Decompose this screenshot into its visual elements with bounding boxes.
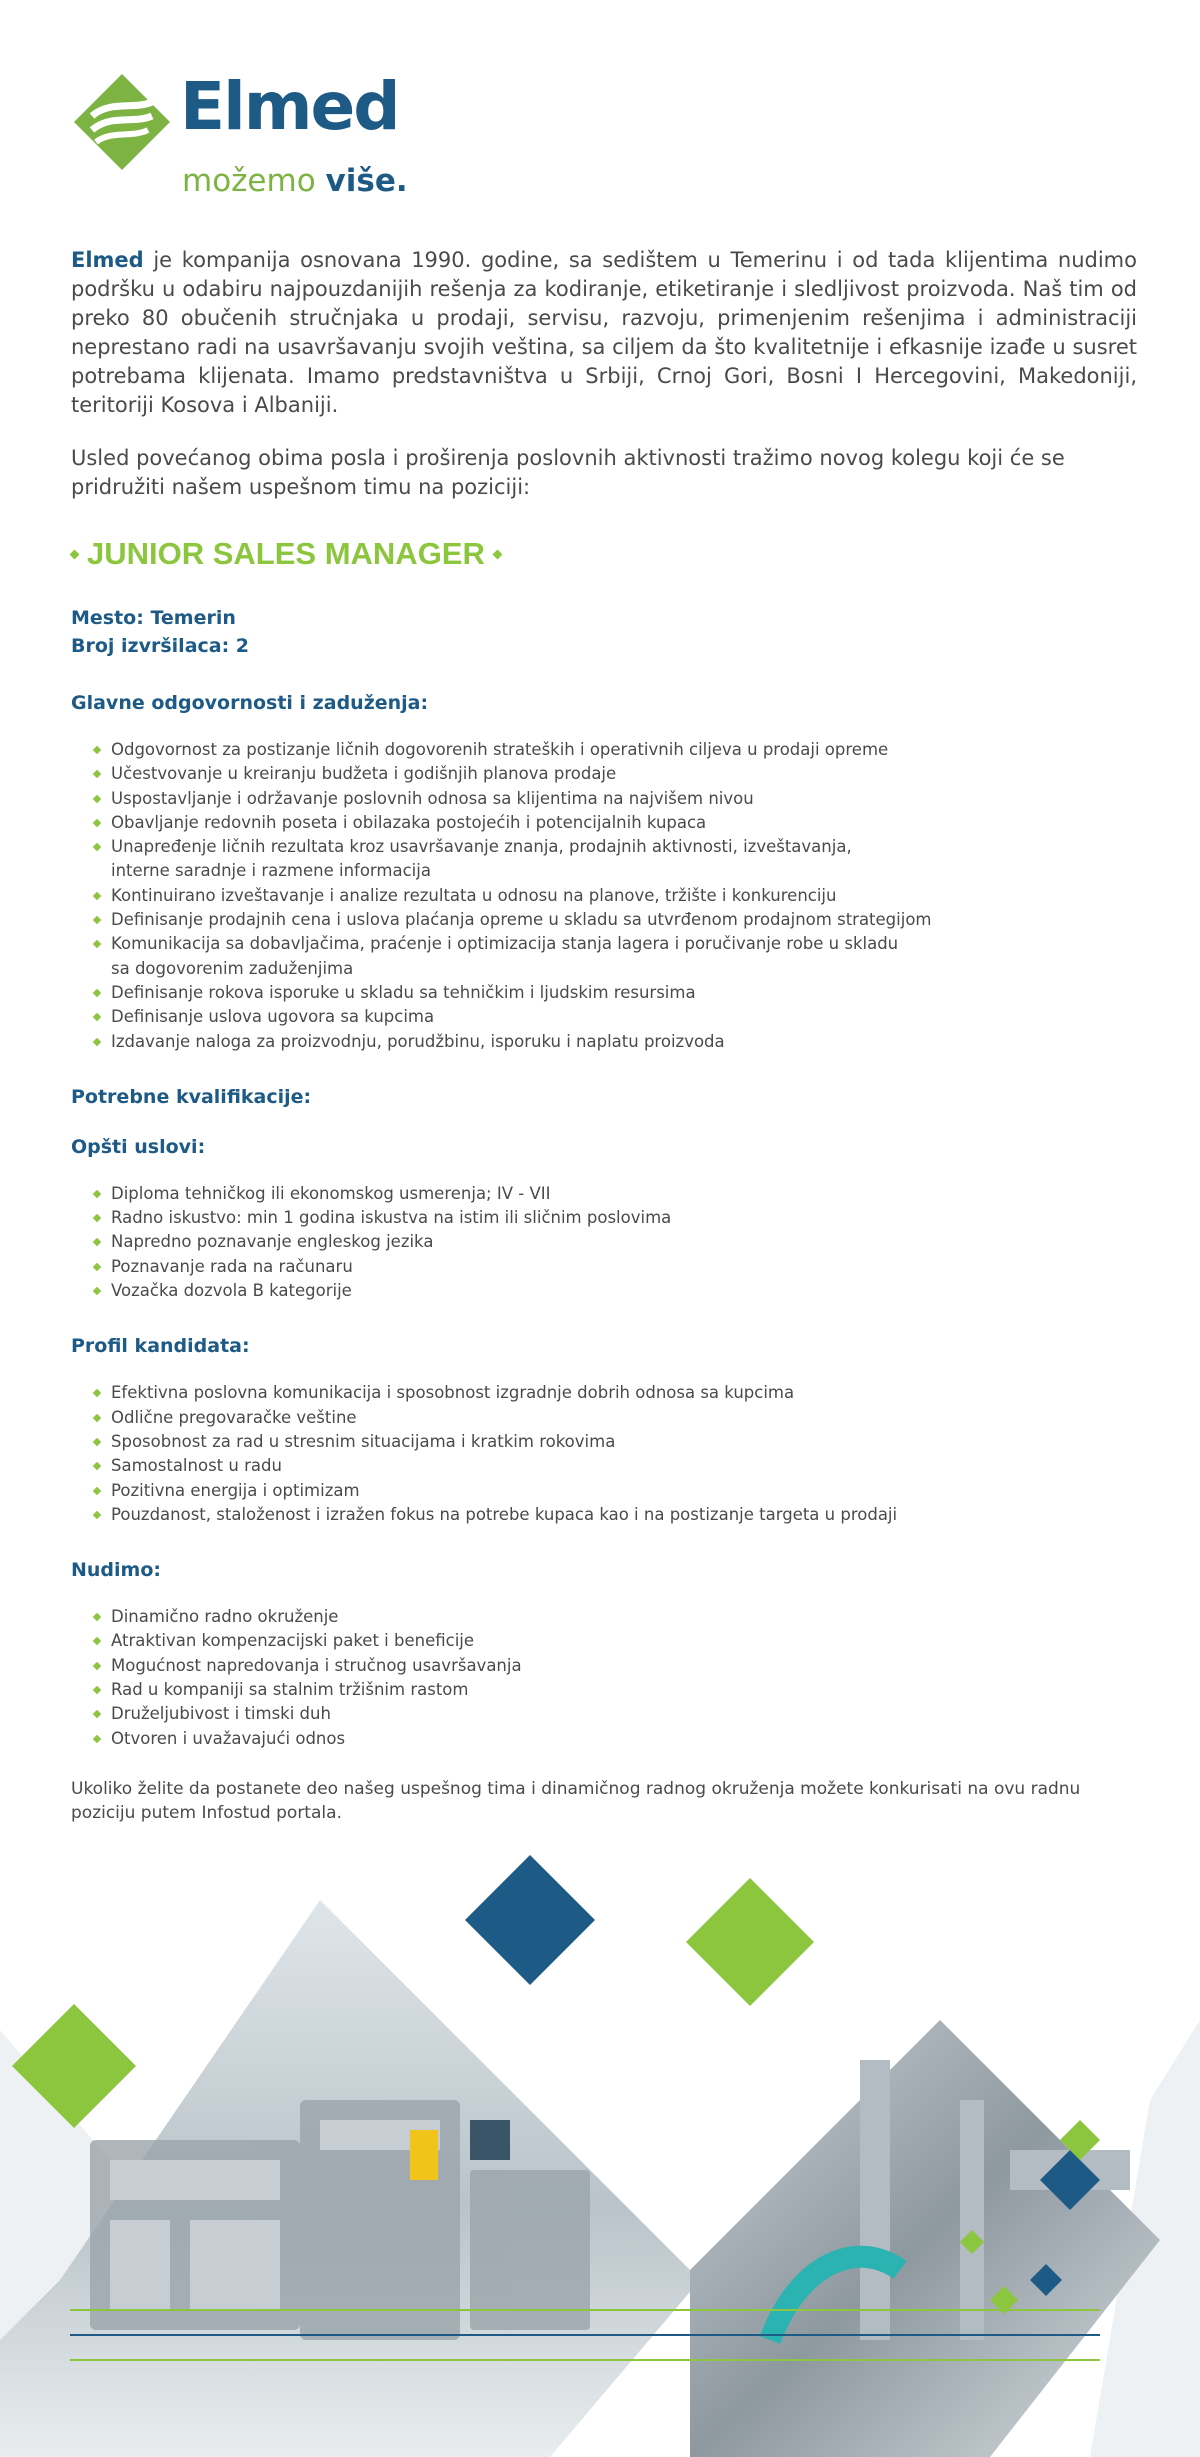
list-item: Rad u kompaniji sa stalnim tržišnim rastom (111, 1678, 1137, 1702)
list-item: Vozačka dozvola B kategorije (111, 1279, 1137, 1303)
list-item: Atraktivan kompenzacijski paket i beneficije (111, 1629, 1137, 1653)
list-item: Efektivna poslovna komunikacija i sposobnost izgradnje dobrih odnosa sa kupcima (111, 1381, 1137, 1405)
list-item: Unapređenje ličnih rezultata kroz usavršavanje znanja, prodajnih aktivnosti, izveštavanja, interne saradnje i razmene informacija (111, 835, 1137, 884)
logo-wordmark: Elmed (180, 68, 399, 145)
job-openings: Broj izvršilaca: 2 (71, 635, 250, 657)
list-item: Uspostavljanje i održavanje poslovnih odnosa sa klijentima na najvišem nivou (111, 787, 1137, 811)
responsibilities-heading: Glavne odgovornosti i zaduženja: (71, 692, 429, 714)
list-item: Otvoren i uvažavajući odnos (111, 1727, 1137, 1751)
list-item: Samostalnost u radu (111, 1454, 1137, 1478)
list-item: Mogućnost napredovanja i stručnog usavršavanja (111, 1654, 1137, 1678)
offer-heading: Nudimo: (71, 1559, 161, 1582)
list-item: Pozitivna energija i optimizam (111, 1479, 1137, 1503)
list-item: Komunikacija sa dobavljačima, praćenje i optimizacija stanja lagera i poručivanje robe u skladu sa dogovorenim zaduženjima (111, 932, 1137, 981)
list-item: Kontinuirano izveštavanje i analize rezultata u odnosu na planove, tržište i konkurenciju (111, 884, 1137, 908)
list-item: Radno iskustvo: min 1 godina iskustva na istim ili sličnim poslovima (111, 1206, 1137, 1230)
closing-paragraph: Ukoliko želite da postanete deo našeg uspešnog tima i dinamičnog radnog okruženja možete konkurisati na ovu radnu poziciju putem Infostud portala. (71, 1778, 1081, 1823)
list-item: Odgovornost za postizanje ličnih dogovorenih strateških i operativnih ciljeva u prodaji opreme (111, 738, 1137, 762)
position-title: JUNIOR SALES MANAGER (87, 536, 485, 571)
general-list (71, 1182, 1137, 1303)
logo-tagline (182, 163, 408, 199)
list-item: Diploma tehničkog ili ekonomskog usmerenja; IV - VII (111, 1182, 1137, 1206)
list-item: Sposobnost za rad u stresnim situacijama i kratkim rokovima (111, 1430, 1137, 1454)
intro-brand: Elmed (71, 248, 144, 272)
position-intro-paragraph: Usled povećanog obima posla i proširenja poslovnih aktivnosti tražimo novog kolegu koji će se pridružiti našem uspešnom timu na poziciji: (71, 446, 1065, 499)
company-logo (72, 66, 408, 206)
general-heading: Opšti uslovi: (71, 1135, 206, 1158)
logo-tagline-bold: više. (325, 163, 408, 199)
offer-list (71, 1605, 1137, 1751)
list-item: Definisanje uslova ugovora sa kupcima (111, 1005, 1137, 1029)
list-item: Izdavanje naloga za proizvodnju, porudžbinu, isporuku i naplatu proizvoda (111, 1030, 1137, 1054)
logo-tagline-prefix: možemo (182, 163, 326, 199)
profile-list (71, 1381, 1137, 1527)
list-item: Obavljanje redovnih poseta i obilazaka postojećih i potencijalnih kupaca (111, 811, 1137, 835)
diamond-right-icon (492, 549, 502, 559)
list-item: Definisanje rokova isporuke u skladu sa tehničkim i ljudskim resursima (111, 981, 1137, 1005)
position-title-row (71, 536, 1137, 572)
list-item: Pouzdanost, staloženost i izražen fokus na potrebe kupaca kao i na postizanje targeta u prodaji (111, 1503, 1137, 1527)
list-item: Druželjubivost i timski duh (111, 1702, 1137, 1726)
intro-text: je kompanija osnovana 1990. godine, sa sedištem u Temerinu i od tada klijentima nudimo podršku u odabiru najpouzdanijih rešenja za kodiranje, etiketiranje i sledljivost proizvoda. Naš tim od preko 80 obučenih stručnjaka u prodaji, servisu, razvoju, primenjenim rešenjima i administraciji neprestano radi na usavršavanju svojih veština, sa ciljem da što kvalitetnije i efkasnije izađe u susret potrebama klijenata. Imamo predstavništva u Srbiji, Crnoj Gori, Bosni I Hercegovini, Makedoniji, teritoriji Kosova i Albaniji. (71, 248, 1137, 417)
list-item: Dinamično radno okruženje (111, 1605, 1137, 1629)
qualifications-heading: Potrebne kvalifikacije: (71, 1085, 312, 1108)
list-item: Odlične pregovaračke veštine (111, 1406, 1137, 1430)
list-item: Poznavanje rada na računaru (111, 1255, 1137, 1279)
list-item: Definisanje prodajnih cena i uslova plaćanja opreme u skladu sa utvrđenom prodajnom strategijom (111, 908, 1137, 932)
job-ad-content (71, 246, 1137, 1825)
factory-collage-image (0, 1840, 1200, 2457)
responsibilities-list (71, 738, 1137, 1054)
list-item: Učestvovanje u kreiranju budžeta i godišnjih planova prodaje (111, 762, 1137, 786)
profile-heading: Profil kandidata: (71, 1335, 250, 1358)
diamond-left-icon (70, 549, 80, 559)
logo-diamond-icon (72, 72, 172, 172)
job-location: Mesto: Temerin (71, 607, 236, 629)
job-meta (71, 604, 1137, 660)
list-item: Napredno poznavanje engleskog jezika (111, 1230, 1137, 1254)
intro-paragraph (71, 246, 1137, 420)
